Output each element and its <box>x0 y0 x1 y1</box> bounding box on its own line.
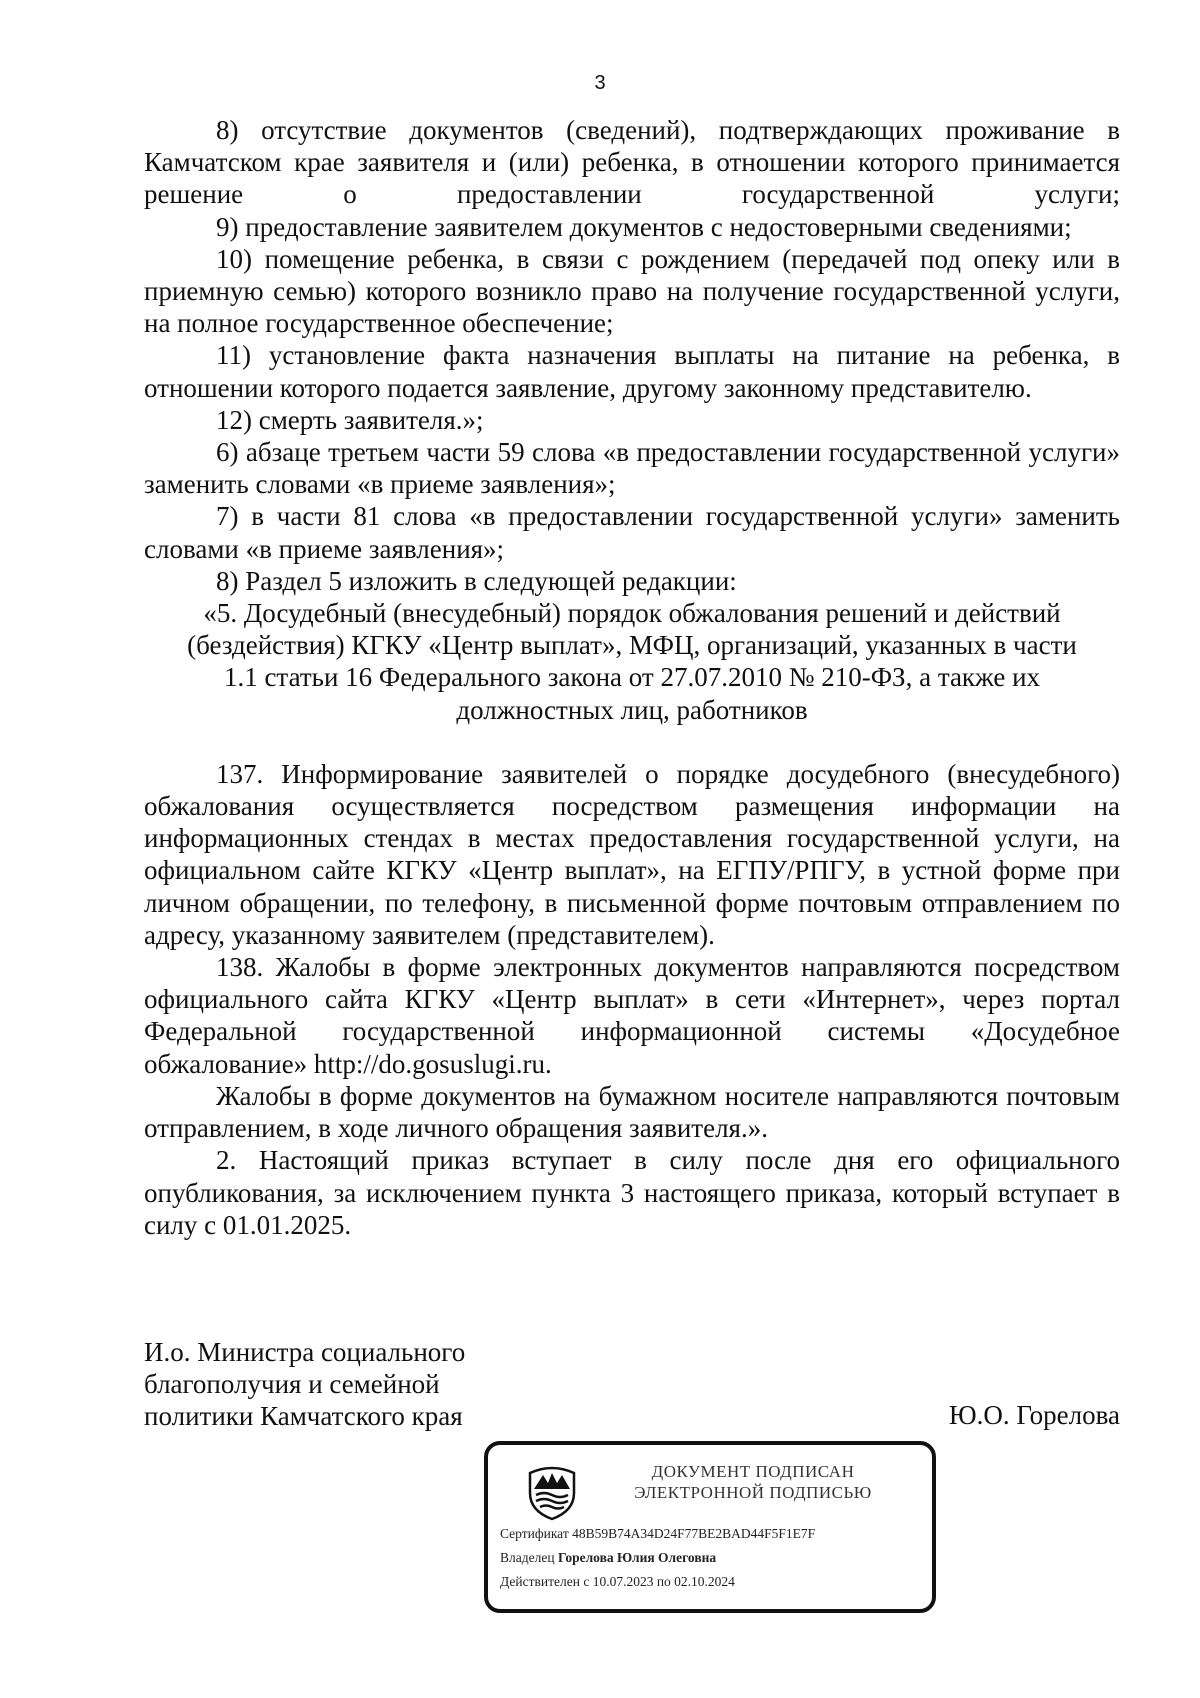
paragraph-amendment-7: 7) в части 81 слова «в предоставлении государственной услуги» заменить словами «в приеме заявления»; <box>144 501 1120 564</box>
page-number: 3 <box>594 72 606 94</box>
paragraph-item-9: 9) предоставление заявителем документов с недостоверными сведениями; <box>216 211 1072 242</box>
section-heading: «5. Досудебный (внесудебный) порядок обжалования решений и действий (бездействия) КГКУ «Центр выплат», МФЦ, организаций, указанных в части 1.1 статьи 16 Федерального закона от 27.07.2010 № 210-ФЗ, а также их должностных лиц, работников <box>187 598 1077 725</box>
paragraph-item-11: 11) установление факта назначения выплаты на питание на ребенка, в отношении которого подается заявление, другому законному представителю. <box>144 340 1120 403</box>
valid-from-date: 10.07.2023 <box>592 1574 654 1589</box>
stamp-title-line: ЭЛЕКТРОННОЙ ПОДПИСЬЮ <box>634 1483 872 1502</box>
owner-label: Владелец <box>500 1550 555 1565</box>
signatory-position-line: политики Камчатского края <box>144 1401 463 1431</box>
paragraph-amendment-8: 8) Раздел 5 изложить в следующей редакции: <box>216 565 737 596</box>
heading-spacer <box>144 726 1120 758</box>
stamp-title <box>588 1461 918 1503</box>
paragraph-paper-complaints: Жалобы в форме документов на бумажном носителе направляются почтовым отправлением, в ходе личного обращения заявителя.». <box>144 1080 1120 1144</box>
signatory-name: Ю.О. Горелова <box>948 1400 1120 1430</box>
stamp-validity <box>500 1573 735 1591</box>
paragraph-item-12: 12) смерть заявителя.»; <box>216 404 484 435</box>
paragraph-item-10: 10) помещение ребенка, в связи с рождением (передачей под опеку или в приемную семью) которого возникло право на получение государственной услуги, на полное государственное обеспечение; <box>144 243 1120 339</box>
owner-value: Горелова Юлия Олеговна <box>557 1550 717 1565</box>
paragraph-137: 137. Информирование заявителей о порядке досудебного (внесудебного) обжалования осуществляется посредством размещения информации на информационных стендах в местах предоставления государственной услуги, на официальном сайте КГКУ «Центр выплат», на ЕГПУ/РПГУ, в устной форме при личном обращении, по телефону, в письменной форме почтовым отправлением по адресу, указанному заявителем (представителем). <box>144 758 1120 950</box>
valid-from-label: с <box>583 1574 590 1589</box>
stamp-title-line: ДОКУМЕНТ ПОДПИСАН <box>651 1462 855 1481</box>
document-body <box>144 114 1120 1241</box>
signatory-position-line: И.о. Министра социального <box>144 1337 466 1367</box>
certificate-value: 48B59B74A34D24F77BE2BAD44F5F1E7F <box>572 1526 816 1541</box>
paragraph-effective-date: 2. Настоящий приказ вступает в силу после дня его официального опубликования, за исключением пункта 3 настоящего приказа, который вступает в силу с 01.01.2025. <box>144 1145 1120 1240</box>
valid-label: Действителен <box>500 1574 580 1589</box>
valid-to-label: по <box>656 1574 671 1589</box>
electronic-signature-stamp <box>484 1441 936 1613</box>
valid-to-date: 02.10.2024 <box>674 1574 735 1589</box>
stamp-owner <box>500 1549 716 1567</box>
kamchatka-emblem-icon <box>524 1459 580 1521</box>
stamp-certificate <box>500 1525 815 1543</box>
paragraph-amendment-6: 6) абзаце третьем части 59 слова «в предоставлении государственной услуги» заменить словами «в приеме заявления»; <box>144 437 1120 500</box>
paragraph-138: 138. Жалобы в форме электронных документов направляются посредством официального сайта КГКУ «Центр выплат» в сети «Интернет», через портал Федеральной государственной информационной системы «Досудебное обжалование» http://do.gosuslugi.ru. <box>144 952 1120 1079</box>
certificate-label: Сертификат <box>500 1526 569 1541</box>
signatory-position <box>144 1336 465 1432</box>
signatory-position-line: благополучия и семейной <box>144 1369 440 1399</box>
paragraph-item-8: 8) отсутствие документов (сведений), подтверждающих проживание в Камчатском крае заявителя и (или) ребенка, в отношении которого принимается решение о предоставлении государственной услуги; <box>144 115 1120 210</box>
